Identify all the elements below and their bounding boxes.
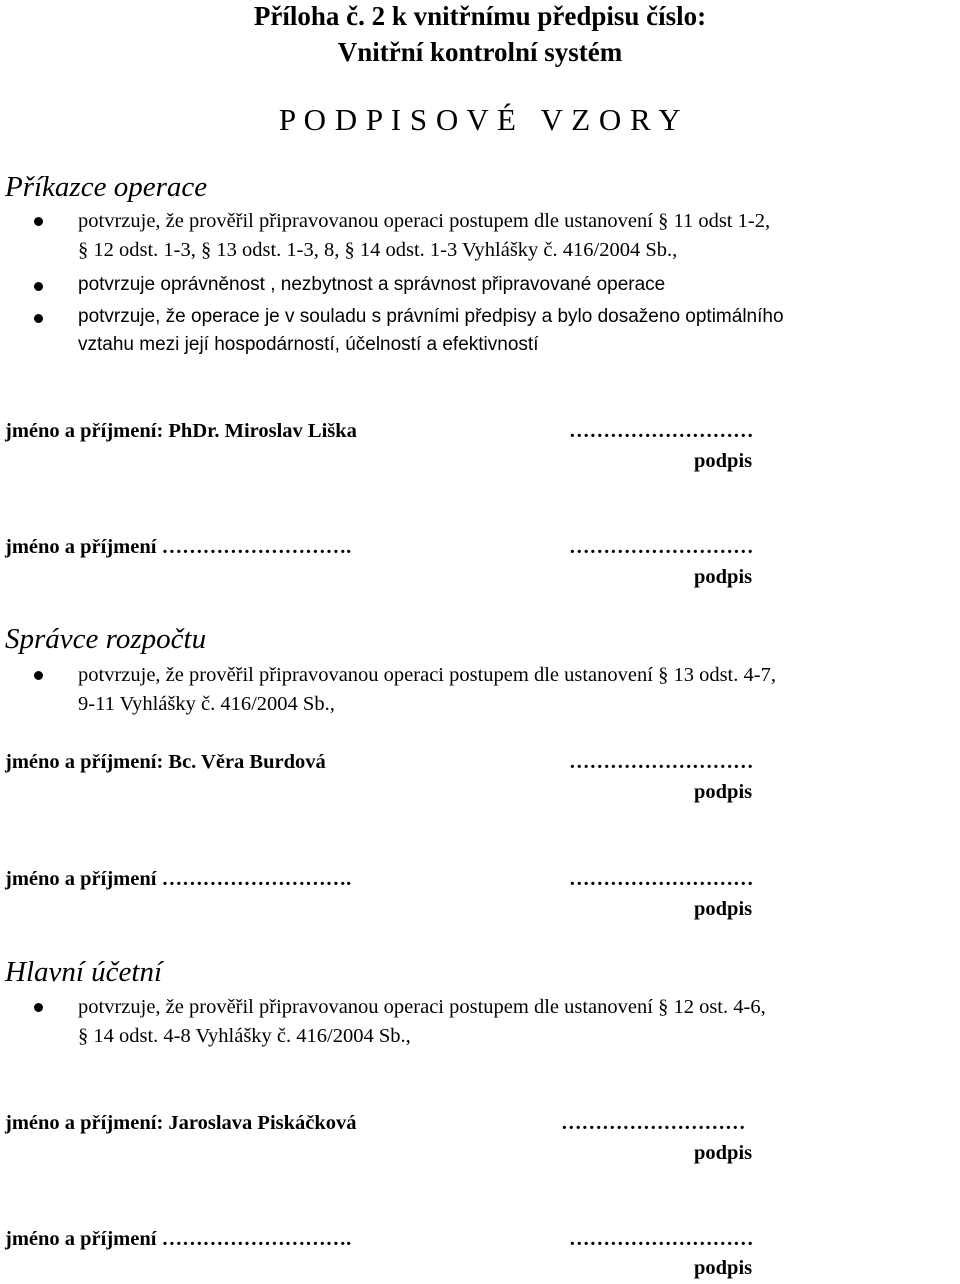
bullet-text-line: potvrzuje, že prověřil připravovanou operaci postupem dle ustanovení § 13 odst. 4-7, — [78, 664, 776, 686]
signature-caption: podpis — [694, 781, 753, 803]
bullet-icon — [34, 282, 43, 291]
bullet-icon — [34, 1003, 43, 1012]
signature-caption: podpis — [694, 1257, 753, 1279]
signature-line: ……………………… — [561, 1112, 746, 1134]
signature-caption: podpis — [694, 1142, 753, 1164]
signature-caption: podpis — [694, 566, 753, 588]
bullet-icon — [34, 314, 43, 323]
signature-name-label: jméno a příjmení ………………………. — [5, 1228, 352, 1250]
bullet-text-line: potvrzuje, že operace je v souladu s právními předpisy a bylo dosaženo optimálního — [78, 306, 784, 327]
bullet-text-line: potvrzuje, že prověřil připravovanou operaci postupem dle ustanovení § 12 ost. 4-6, — [78, 996, 766, 1018]
signature-name-label: jméno a příjmení: PhDr. Miroslav Liška — [5, 420, 357, 442]
bullet-text-line: 9-11 Vyhlášky č. 416/2004 Sb., — [78, 693, 335, 715]
page-title: P O D P I S O V É V Z O R Y — [278, 102, 682, 137]
signature-name-label: jméno a příjmení ………………………. — [5, 868, 352, 890]
signature-caption: podpis — [694, 898, 753, 920]
bullet-icon — [34, 217, 43, 226]
signature-name-label: jméno a příjmení: Bc. Věra Burdová — [5, 751, 326, 773]
signature-name-label: jméno a příjmení: Jaroslava Piskáčková — [5, 1112, 357, 1134]
bullet-text-line: potvrzuje, že prověřil připravovanou operaci postupem dle ustanovení § 11 odst 1-2, — [78, 210, 771, 232]
section-heading-prikazce: Příkazce operace — [5, 171, 208, 203]
signature-name-label: jméno a příjmení ………………………. — [5, 536, 352, 558]
bullet-text-line: § 14 odst. 4-8 Vyhlášky č. 416/2004 Sb., — [78, 1025, 411, 1047]
section-heading-ucetni: Hlavní účetní — [5, 956, 163, 988]
signature-caption: podpis — [694, 450, 753, 472]
bullet-text-line: § 12 odst. 1-3, § 13 odst. 1-3, 8, § 14 odst. 1-3 Vyhlášky č. 416/2004 Sb., — [78, 239, 678, 261]
signature-line: ……………………… — [569, 1228, 754, 1250]
bullet-text-line: vztahu mezi její hospodárností, účelností a efektivností — [78, 334, 539, 355]
signature-line: ……………………… — [569, 536, 754, 558]
document-subject: Vnitřní kontrolní systém — [337, 37, 623, 67]
bullet-text-line: potvrzuje oprávněnost , nezbytnost a správnost připravované operace — [78, 274, 666, 295]
attachment-heading: Příloha č. 2 k vnitřnímu předpisu číslo: — [253, 1, 707, 31]
signature-line: ……………………… — [569, 868, 754, 890]
section-heading-spravce: Správce rozpočtu — [5, 623, 207, 655]
signature-line: ……………………… — [569, 420, 754, 442]
signature-line: ……………………… — [569, 751, 754, 773]
bullet-icon — [34, 671, 43, 680]
